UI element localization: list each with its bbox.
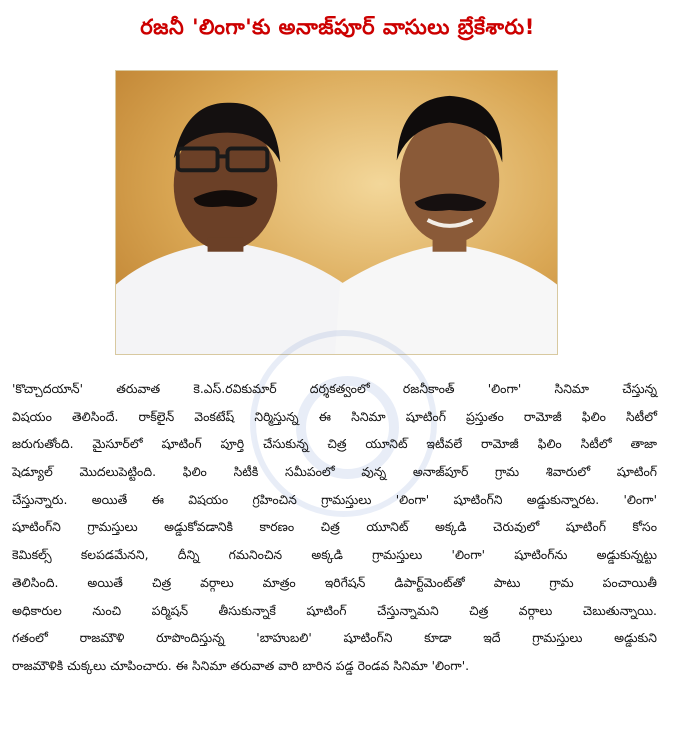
article-line: కెమికల్స్ కలపడమేనని, దీన్ని గమనించిన అక్కడి గ్రామస్తులు 'లింగా' షూటింగ్‌ను అడ్డుకున్నట్టు bbox=[12, 547, 657, 563]
article-line: 'కొచ్చాదయాన్' తరువాత కె.ఎస్.రవికుమార్ దర్శకత్వంలో రజనీకాంత్ 'లింగా' సినిమా చేస్తున్న bbox=[12, 381, 657, 396]
article-line: చేస్తున్నారు. అయితే ఈ విషయం గ్రహించిన గ్రామస్తులు 'లింగా' షూటింగ్‌ని అడ్డుకున్నారట. 'లింగా' bbox=[12, 491, 657, 507]
article-photo bbox=[115, 70, 558, 355]
left-person-figure bbox=[116, 103, 350, 354]
article-line: విషయం తెలిసిందే. రాక్‌లైన్ వెంకటేష్ నిర్మిస్తున్న ఈ సినిమా షూటింగ్ ప్రస్తుతం రామోజీ ఫిలిం సిటీలో bbox=[12, 408, 657, 424]
article-line: జరుగుతోంది. మైసూర్‌లో షూటింగ్ పూర్తి చేసుకున్న చిత్ర యూనిట్ ఇటీవలే రామోజీ ఫిలిం సిటీలో తాజా bbox=[12, 436, 657, 452]
article-line: అధికారుల నుంచి పర్మిషన్ తీసుకున్నాకే షూటింగ్ చేస్తున్నామని చిత్ర వర్గాలు చెబుతున్నాయి. bbox=[12, 602, 657, 618]
article-line: షెడ్యూల్ మొదలుపెట్టింది. ఫిలిం సిటీకి సమీపంలో వున్న అనాజ్‌పూర్ గ్రామ శివారులో షూటింగ్ bbox=[12, 464, 657, 480]
article-line: షూటింగ్‌ని గ్రామస్తులు అడ్డుకోవడానికి కారణం చిత్ర యూనిట్ అక్కడి చెరువులో షూటింగ్ కోసం bbox=[12, 519, 657, 535]
article-line: గతంలో రాజమౌళి రూపొందిస్తున్న 'బాహుబలి' షూటింగ్‌ని కూడా ఇదే గ్రామస్తులు అడ్డుకుని bbox=[12, 630, 657, 646]
headline-title: రజనీ 'లింగా'కు అనాజ్‌పూర్ వాసులు బ్రేకేశారు! bbox=[140, 15, 535, 39]
right-person-figure bbox=[335, 96, 557, 354]
article-line: రాజమౌళికి చుక్కలు చూపించారు. ఈ సినిమా తరువాత వారి బారిన పడ్డ రెండవ సినిమా 'లింగా'. bbox=[12, 657, 470, 673]
article-line: తెలిసింది. అయితే చిత్ర వర్గాలు మాత్రం ఇరిగేషన్ డిపార్ట్‌మెంట్‌తో పాటు గ్రామ పంచాయితీ bbox=[12, 574, 657, 590]
photo-illustration bbox=[116, 71, 557, 354]
headline-bar bbox=[0, 0, 675, 60]
article-body bbox=[12, 375, 657, 680]
